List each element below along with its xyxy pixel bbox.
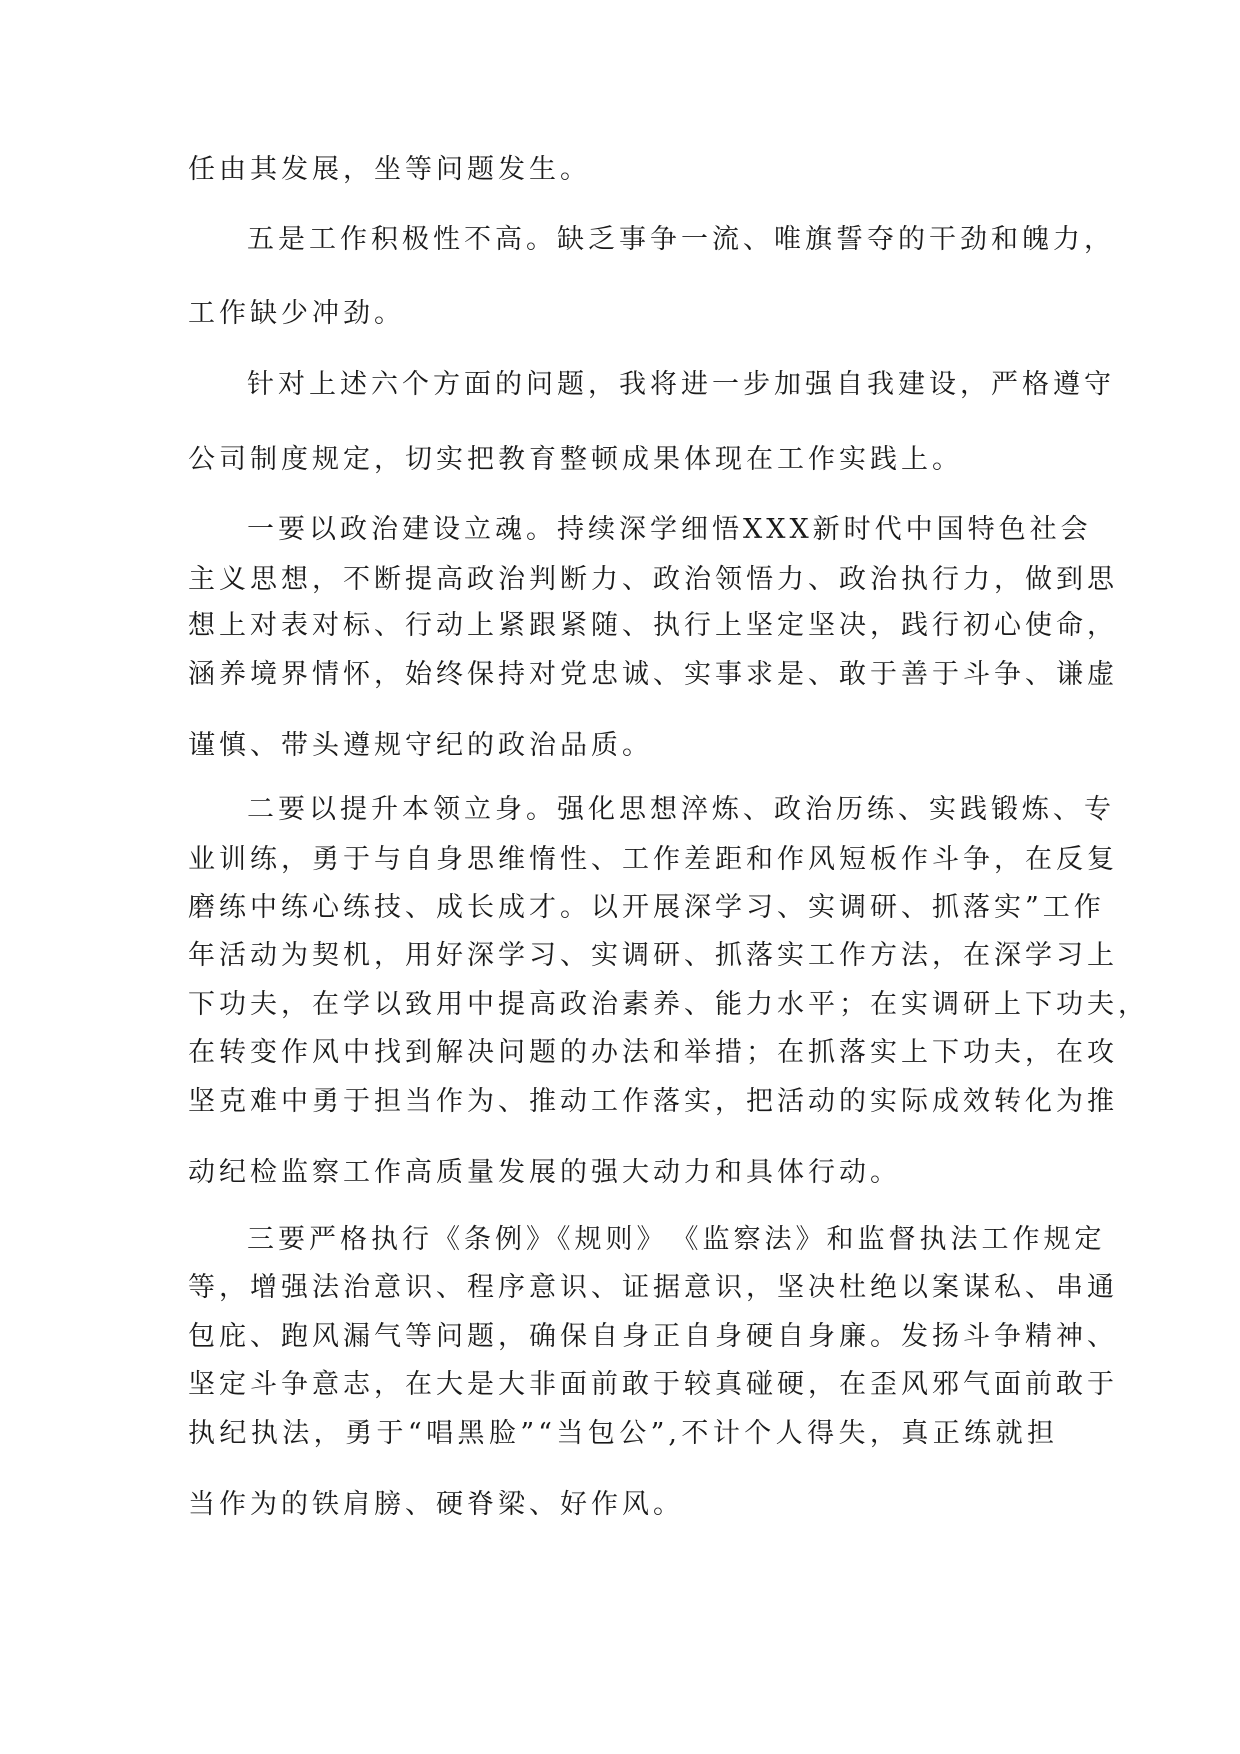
text-line: 包庇、跑风漏气等问题，确保自身正自身硬自身廉。发扬斗争精神、 [188,1321,1118,1352]
text-line: 主义思想，不断提高政治判断力、政治领悟力、政治执行力，做到思 [188,564,1118,595]
text-line: 工作缺少冲劲。 [188,298,405,329]
text-line: 年活动为契机，用好深学习、实调研、抓落实工作方法，在深学习上 [188,940,1118,971]
text-line: 业训练，勇于与自身思维惰性、工作差距和作风短板作斗争，在反复 [188,844,1118,875]
text-line: 任由其发展，坐等问题发生。 [188,154,591,185]
text-line: 涵养境界情怀，始终保持对党忠诚、实事求是、敢于善于斗争、谦虚 [188,659,1118,690]
paragraph-first-line: 一要以政治建设立魂。持续深学细悟XXX新时代中国特色社会 [247,514,1092,545]
paragraph-first-line: 二要以提升本领立身。强化思想淬炼、政治历练、实践锻炼、专 [247,794,1115,825]
text-line: 想上对表对标、行动上紧跟紧随、执行上坚定坚决，践行初心使命， [188,610,1118,641]
text-line: 执纪执法，勇于“唱黑脸”“当包公”,不计个人得失，真正练就担 [188,1418,1058,1449]
paragraph-first-line: 五是工作积极性不高。缺乏事争一流、唯旗誓夺的干劲和魄力， [247,224,1115,255]
paragraph-first-line: 针对上述六个方面的问题，我将进一步加强自我建设，严格遵守 [247,369,1115,400]
text-line: 等，增强法治意识、程序意识、证据意识，坚决杜绝以案谋私、串通 [188,1272,1118,1303]
text-line: 谨慎、带头遵规守纪的政治品质。 [188,730,653,761]
text-line: 磨练中练心练技、成长成才。以开展深学习、实调研、抓落实”工作 [188,892,1105,923]
text-line: 当作为的铁肩膀、硬脊梁、好作风。 [188,1489,684,1520]
text-line: 下功夫，在学以致用中提高政治素养、能力水平；在实调研上下功夫， [188,989,1149,1020]
text-line: 动纪检监察工作高质量发展的强大动力和具体行动。 [188,1157,901,1188]
text-line: 坚定斗争意志，在大是大非面前敢于较真碰硬，在歪风邪气面前敢于 [188,1369,1118,1400]
text-line: 在转变作风中找到解决问题的办法和举措；在抓落实上下功夫，在攻 [188,1037,1118,1068]
paragraph-first-line: 三要严格执行《条例》《规则》 《监察法》和监督执法工作规定 [247,1224,1106,1255]
text-line: 公司制度规定，切实把教育整顿成果体现在工作实践上。 [188,444,963,475]
text-line: 坚克难中勇于担当作为、推动工作落实，把活动的实际成效转化为推 [188,1086,1118,1117]
